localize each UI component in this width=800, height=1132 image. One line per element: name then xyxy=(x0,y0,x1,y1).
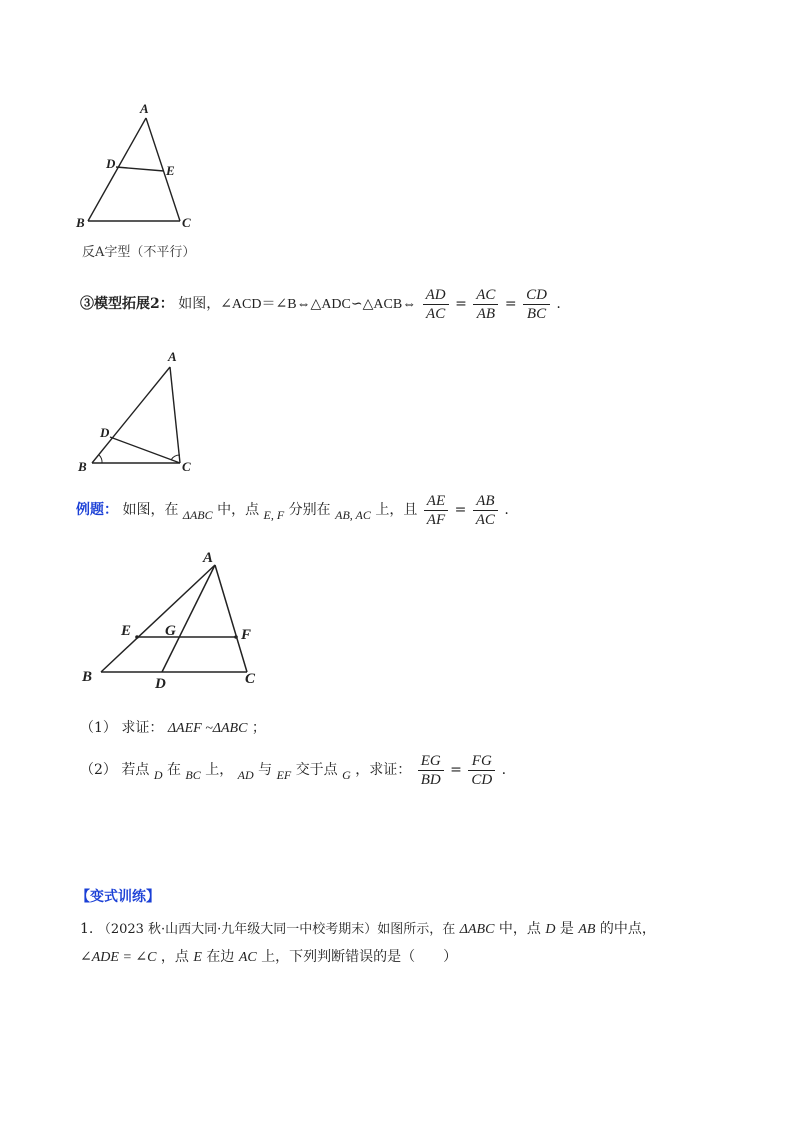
section-text: 如图，∠ACD＝∠B⇔△ADC∽△ACB⇔ xyxy=(178,297,417,312)
label-d: D xyxy=(106,156,116,171)
label-d: D xyxy=(100,425,110,440)
label-b: B xyxy=(82,669,93,685)
question-1: （1） 求证： ΔAEF ~ΔABC ； xyxy=(80,720,266,736)
figure-model-extension xyxy=(70,345,210,480)
figure-caption: 反A字型（不平行） xyxy=(82,245,196,260)
label-g: G xyxy=(165,623,176,639)
training-question-1: 1. （2023 秋·山西大同·九年级大同一中校考期末）如图所示，在 ΔABC 中，点 D 是 AB 的中点， xyxy=(80,921,656,937)
fraction-cd-bc: $\frac{CD}{BC}$ xyxy=(523,286,550,323)
example-label: 例题： xyxy=(76,502,118,518)
figure-example-triangle xyxy=(75,545,275,690)
label-e: E xyxy=(166,163,175,178)
fraction-fg-cd: $\frac{FG}{CD}$ xyxy=(468,752,495,789)
question-2: （2） 若点 D 在 BC 上， AD 与 EF 交于点 G ，求证： $\frac{EG}{BD}$ = $\frac{FG}{CD}$ . xyxy=(80,752,507,788)
example-line: 例题： 如图，在 ΔABC 中，点 E, F 分别在 AB, AC 上，且 $\frac{AE}{AF}$ = $\frac{AB}{AC}$ . xyxy=(76,492,509,528)
training-question-1-cont: ∠ADE = ∠C ，点 E 在边 AC 上，下列判断错误的是（ ） xyxy=(80,949,458,965)
model-extension-line: ③模型拓展2： 如图，∠ACD＝∠B⇔△ADC∽△ACB⇔ $\frac{AD}{AC}$ = $\frac{AC}{AB}$ = $\frac{CD}{BC}$ . xyxy=(80,286,561,322)
label-b: B xyxy=(78,459,87,474)
fraction-ab-ac: $\frac{AB}{AC}$ xyxy=(473,492,498,529)
label-a: A xyxy=(168,349,177,364)
figure-reverse-a-shape xyxy=(70,95,210,235)
label-f: F xyxy=(241,627,252,643)
similarity-expr: ΔAEF ~ΔABC xyxy=(167,721,248,736)
section-marker: ③模型拓展2： xyxy=(80,296,174,312)
label-c: C xyxy=(245,671,256,687)
label-d: D xyxy=(155,676,166,690)
label-c: C xyxy=(182,459,191,474)
label-e: E xyxy=(121,623,132,639)
fraction-ad-ac: $\frac{AD}{AC}$ xyxy=(423,286,449,323)
fraction-ac-ab: $\frac{AC}{AB}$ xyxy=(473,286,498,323)
fraction-eg-bd: $\frac{EG}{BD}$ xyxy=(418,752,444,789)
label-a: A xyxy=(203,550,214,566)
fraction-ae-af: $\frac{AE}{AF}$ xyxy=(424,492,448,529)
label-a: A xyxy=(140,101,149,116)
label-b: B xyxy=(76,215,85,230)
label-c: C xyxy=(182,215,191,230)
training-heading: 【变式训练】 xyxy=(76,889,160,905)
